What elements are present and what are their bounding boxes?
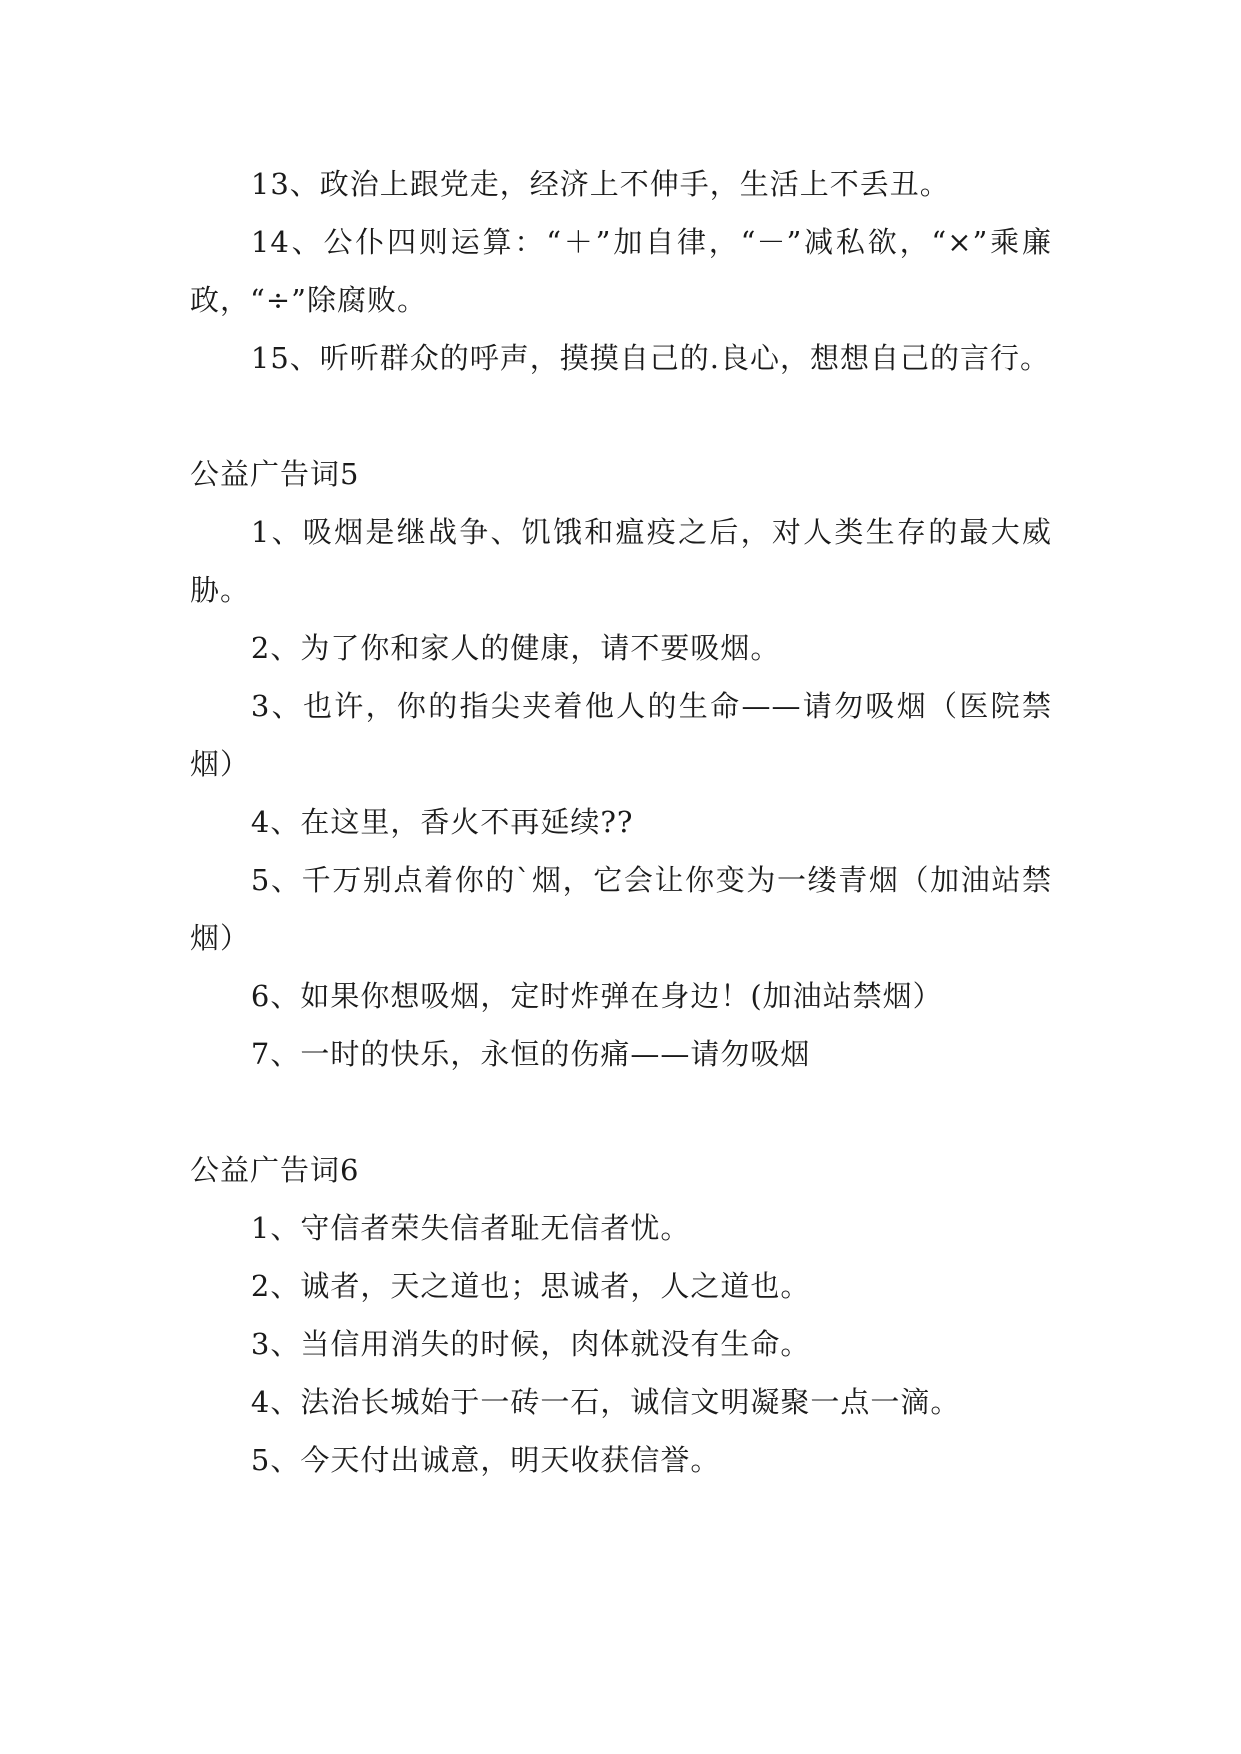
list-item: 5、千万别点着你的`烟，它会让你变为一缕青烟（加油站禁烟） — [190, 863, 1052, 955]
list-item: 15、听听群众的呼声，摸摸自己的.良心，想想自己的言行。 — [250, 341, 1051, 375]
list-item: 3、当信用消失的时候，肉体就没有生命。 — [250, 1327, 811, 1361]
section-spacer — [190, 1083, 1052, 1141]
section-heading-6: 公益广告词6 — [190, 1153, 360, 1187]
list-item: 5、今天付出诚意，明天收获信誉。 — [250, 1443, 721, 1477]
document-body — [190, 155, 1052, 1489]
list-item: 1、吸烟是继战争、饥饿和瘟疫之后，对人类生存的最大威胁。 — [190, 515, 1052, 607]
list-item: 3、也许，你的指尖夹着他人的生命——请勿吸烟（医院禁烟） — [190, 689, 1052, 781]
section-spacer — [190, 387, 1052, 445]
list-item: 4、法治长城始于一砖一石，诚信文明凝聚一点一滴。 — [250, 1385, 961, 1419]
list-item: 2、诚者，天之道也；思诚者，人之道也。 — [250, 1269, 811, 1303]
list-item: 1、守信者荣失信者耻无信者忧。 — [250, 1211, 691, 1245]
list-item: 13、政治上跟党走，经济上不伸手，生活上不丢丑。 — [250, 167, 950, 201]
list-item: 2、为了你和家人的健康，请不要吸烟。 — [250, 631, 781, 665]
list-item: 7、一时的快乐，永恒的伤痛——请勿吸烟 — [250, 1037, 811, 1071]
section-heading-5: 公益广告词5 — [190, 457, 360, 491]
list-item: 14、公仆四则运算：“＋”加自律，“－”减私欲，“×”乘廉政，“÷”除腐败。 — [190, 225, 1052, 317]
list-item: 6、如果你想吸烟，定时炸弹在身边！(加油站禁烟） — [250, 979, 943, 1013]
list-item: 4、在这里，香火不再延续?? — [250, 805, 634, 839]
